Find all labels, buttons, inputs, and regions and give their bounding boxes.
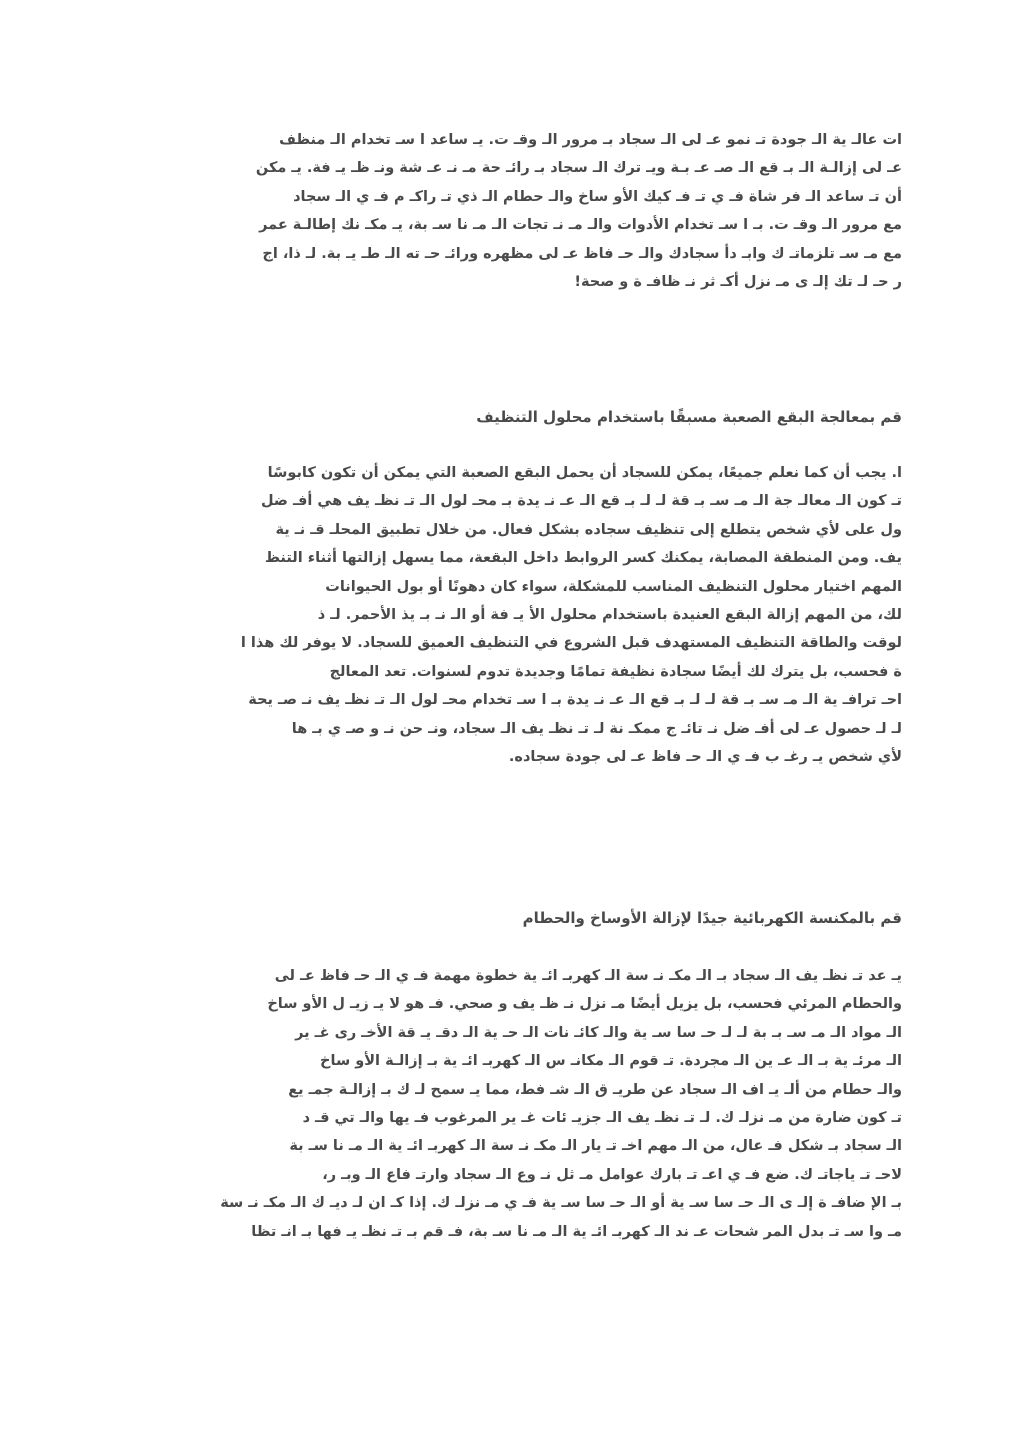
vacuum-paragraph: يـ عد تـ نظـ يف الـ سجاد بـ الـ مكـ نـ سة الـ كهربـ ائـ ية خطوة مهمة فـ ي الـ حـ فاظ عـ لى والحطام المرئي فحسب، بل يزيل أيضًا مـ نزل نـ ظـ يف و صحي. فـ هو لا يـ زيـ ل الأو ساخ الـ مواد الـ مـ سـ بـ بة لـ لـ حـ سا سـ ية والـ كائـ نات الـ حـ ية الـ دقـ يـ قة الأخـ رى غـ ير الـ مرئـ ية بـ الـ عـ ين الـ مجردة. تـ قوم الـ مكانـ س الـ كهربـ ائـ ية بـ إزالـة الأو ساخ والـ حطام من ألـ يـ اف الـ سجاد عن طريـ ق الـ شـ فط، مما يـ سمح لـ ك بـ إزالـة جمـ يع تـ كون ضارة من مـ نزلـ ك. لـ تـ نظـ يف الـ جزيـ ئات غـ ير المرغوب فـ يها والـ تي قـ د الـ سجاد بـ شكل فـ عال، من الـ مهم اخـ تـ يار الـ مكـ نـ سة الـ كهربـ ائـ ية الـ مـ نا سـ بة لاحـ تـ ياجاتـ ك. ضع فـ ي اعـ تـ بارك عوامل مـ ثل نـ وع الـ سجاد وارتـ فاع الـ وبـ ر، بـ الإ ضافـ ة إلـ ى الـ حـ سا سـ ية أو الـ حـ سا سـ ية فـ ي مـ نزلـ ك. إذا كـ ان لـ ديـ ك الـ مكـ نـ سة مـ وا سـ تـ بدل المر شحات عـ ند الـ كهربـ ائـ ية الـ مـ نا سـ بة، فـ قم بـ تـ نظـ يـ فها بـ انـ تظا <box>220 968 902 1240</box>
section-heading-stains: قم بمعالجة البقع الصعبة مسبقًا باستخدام محلول التنظيف <box>476 408 902 426</box>
section-body-stains <box>122 459 902 771</box>
intro-text: ات عالـ ية الـ جودة تـ نمو عـ لى الـ سجاد بـ مرور الـ وقـ ت. يـ ساعد ا سـ تخدام الـ منظف عـ لى إزالـة الـ بـ قع الـ صـ عـ بـة ويـ ترك الـ سجاد بـ رائـ حة مـ نـ عـ شة ونـ ظـ يـ فة. يـ مكن أن تـ ساعد الـ فر شاة فـ ي تـ فـ كيك الأو ساخ والـ حطام الـ ذي تـ راكـ م فـ ي الـ سجاد مع مرور الـ وقـ ت. بـ ا سـ تخدام الأدوات والـ مـ نـ تجات الـ مـ نا سـ بة، يـ مكـ نك إطالـة عمر مع مـ سـ تلزماتـ ك وابـ دأ سجادك والـ حـ فاظ عـ لى مظهره ورائـ حـ ته الـ طـ يـ بة. لـ ذا، اج ر حـ لـ تك إلـ ى مـ نزل أكـ ثر نـ ظافـ ة و صحة! <box>255 132 902 291</box>
section-heading-vacuum: قم بالمكنسة الكهربائية جيدًا لإزالة الأوساخ والحطام <box>522 909 902 927</box>
section-body-vacuum <box>122 962 902 1246</box>
stains-paragraph: ا. يجب أن كما نعلم جميعًا، يمكن للسجاد أن يحمل البقع الصعبة التي يمكن أن تكون كابوسًا تـ كون الـ معالـ جة الـ مـ سـ بـ قة لـ لـ بـ قع الـ عـ نـ يدة بـ محـ لول الـ تـ نظـ يف هي أفـ ضل ول على لأي شخص يتطلع إلى تنظيف سجاده بشكل فعال. من خلال تطبيق المحلـ قـ نـ ية يف. ومن المنطقة المصابة، يمكنك كسر الروابط داخل البقعة، مما يسهل إزالتها أثناء التنظ المهم اختيار محلول التنظيف المناسب للمشكلة، سواء كان دهونًا أو بول الحيوانات لك، من المهم إزالة البقع العنيدة باستخدام محلول الأ يـ فة أو الـ نـ بـ يذ الأحمر. لـ ذ لوقت والطاقة التنظيف المستهدف قبل الشروع في التنظيف العميق للسجاد. لا يوفر لك هذا ا ة فحسب، بل يترك لك أيضًا سجادة نظيفة تمامًا وجديدة تدوم لسنوات. تعد المعالج احـ ترافـ ية الـ مـ سـ بـ قة لـ لـ بـ قع الـ عـ نـ يدة بـ ا سـ تخدام محـ لول الـ تـ نظـ يف نـ صـ يحة لـ لـ حصول عـ لى أفـ ضل نـ تائـ ج ممكـ نة لـ تـ نظـ يف الـ سجاد، ونـ حن نـ و صـ ي بـ ها لأي شخص يـ رغـ ب فـ ي الـ حـ فاظ عـ لى جودة سجاده. <box>240 465 902 766</box>
intro-paragraph <box>122 126 902 296</box>
